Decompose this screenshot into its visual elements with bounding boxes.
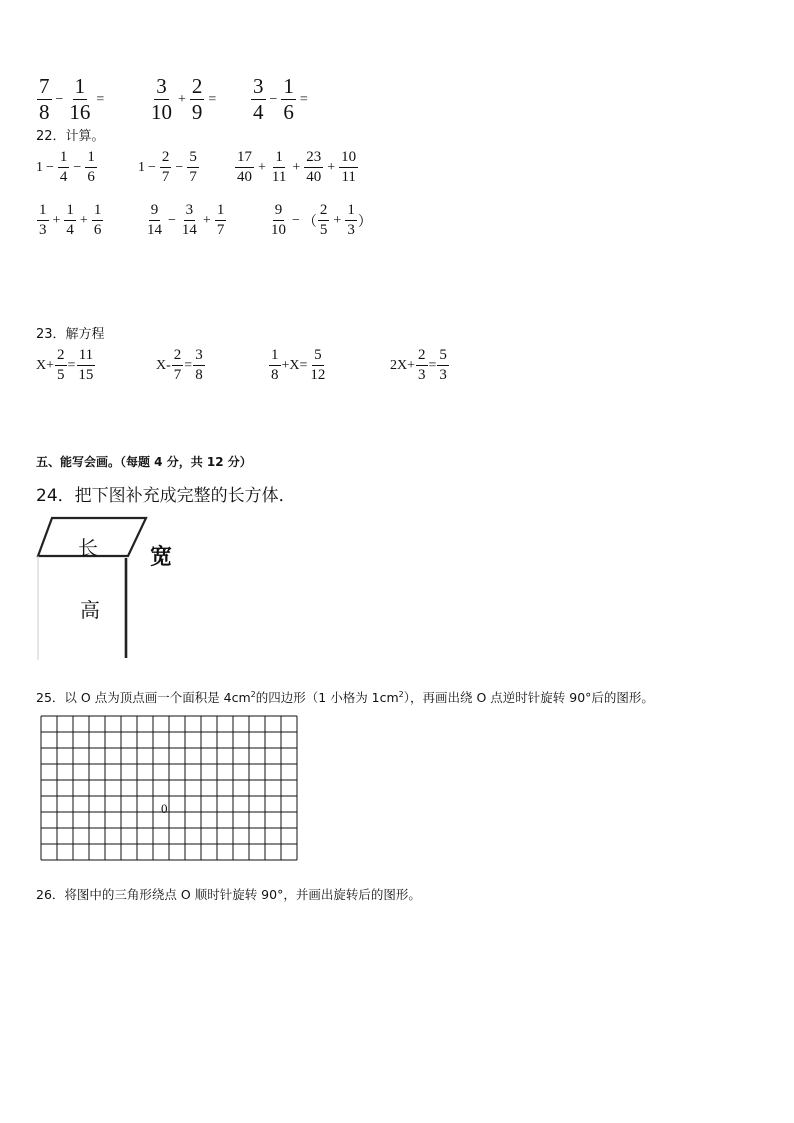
- q26-text: 26．将图中的三角形绕点 O 顺时针旋转 90°，并画出旋转后的图形。: [36, 887, 421, 902]
- fraction: $\frac{1}{6}$: [283, 74, 294, 124]
- top-expr-2: $\frac{3}{10}$ + $\frac{2}{9}$ =: [151, 74, 217, 124]
- fraction: $\frac{3}{4}$: [253, 74, 264, 124]
- q22-row-1: [36, 150, 736, 195]
- q22-expr-3: $\frac{17}{40}$ + $\frac{1}{11}$ + $\frac{23}{40}$ + $\frac{10}{11}$: [237, 149, 357, 185]
- q22-expr-6: $\frac{9}{10}$ − （ $\frac{2}{5}$ + $\frac{1}{3}$ ）: [271, 202, 372, 238]
- q22-expr-5: $\frac{9}{14}$ − $\frac{3}{14}$ + $\frac{1}{7}$: [147, 202, 225, 238]
- square-grid: [40, 715, 300, 871]
- cuboid-partial-figure: [36, 512, 196, 662]
- width-label: 宽: [150, 544, 173, 570]
- q24-text: 24．把下图补充成完整的长方体．: [36, 486, 296, 506]
- fraction: $\frac{3}{10}$: [151, 74, 172, 124]
- q25-grid: [40, 715, 300, 875]
- top-expr-3: $\frac{3}{4}$ − $\frac{1}{6}$ =: [253, 74, 308, 124]
- q23-eq-1: X+ $\frac{2}{5}$ = $\frac{11}{15}$: [36, 347, 94, 383]
- q23-eq-3: $\frac{1}{8}$ +X= $\frac{5}{12}$: [271, 347, 326, 383]
- q23-row: [36, 348, 736, 393]
- fraction: $\frac{7}{8}$: [39, 74, 50, 124]
- q23-label: 23．解方程: [36, 327, 105, 342]
- top-expr-1: $\frac{7}{8}$ − $\frac{1}{16}$ =: [39, 74, 105, 124]
- q22-expr-2: 1 − $\frac{2}{7}$ − $\frac{5}{7}$: [138, 149, 197, 185]
- fraction: $\frac{2}{9}$: [191, 74, 203, 124]
- q25-text: 25．以 O 点为顶点画一个面积是 $4cm^2$的四边形（1 小格为 $1cm^2$），再画出绕 O 点逆时针旋转 90°后的图形。: [36, 689, 654, 705]
- q22-label: 22．计算。: [36, 129, 105, 144]
- height-label: 高: [80, 598, 100, 622]
- q23-eq-2: X- $\frac{2}{7}$ = $\frac{3}{8}$: [156, 347, 203, 383]
- q22-expr-4: $\frac{1}{3}$ + $\frac{1}{4}$ + $\frac{1}{6}$: [39, 202, 102, 238]
- q22-expr-1: 1 − $\frac{1}{4}$ − $\frac{1}{6}$: [36, 149, 95, 185]
- length-label: 长: [78, 536, 98, 560]
- q23-eq-4: 2X+ $\frac{2}{3}$ = $\frac{5}{3}$: [390, 347, 447, 383]
- fraction: $\frac{1}{16}$: [69, 74, 91, 124]
- point-o-label: 0: [161, 801, 168, 816]
- section-5-heading: 五、能写会画。（每题 4 分，共 12 分）: [36, 455, 252, 469]
- q24-figure: [36, 512, 196, 662]
- q22-row-2: [36, 203, 736, 248]
